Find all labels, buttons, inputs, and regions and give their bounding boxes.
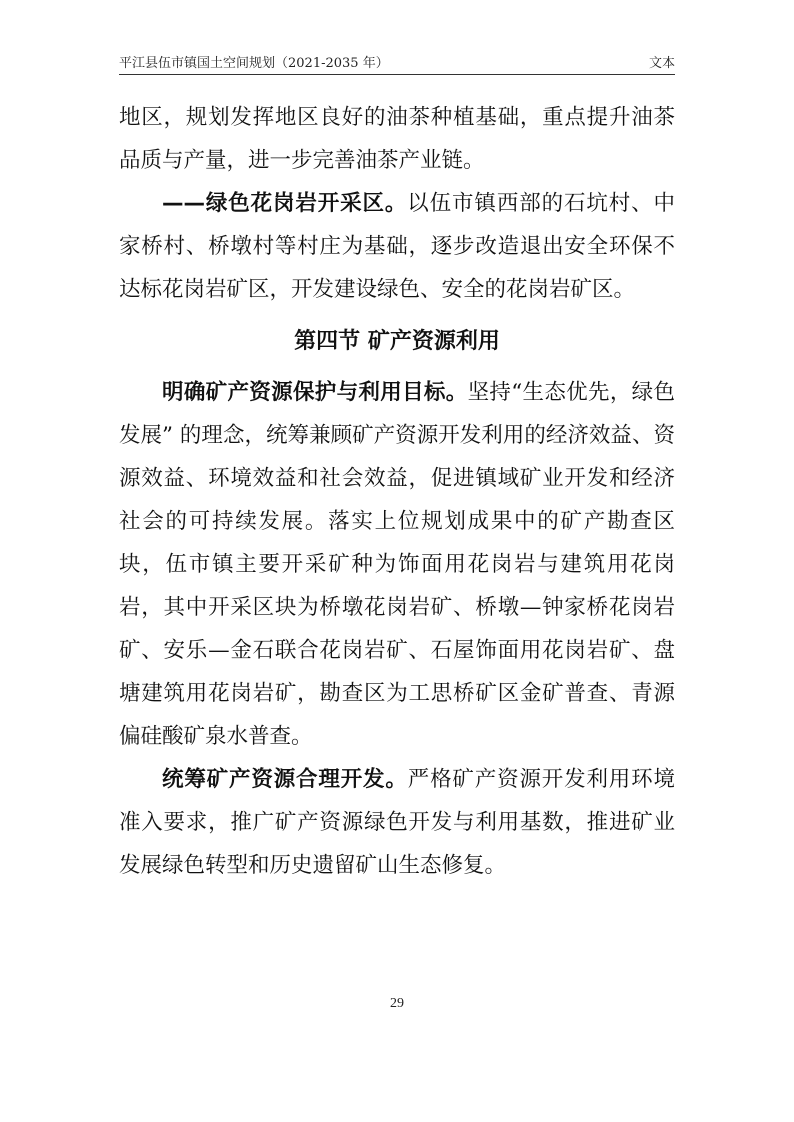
paragraph-heading: ——绿色花岗岩开采区。 (162, 191, 408, 216)
paragraph-rational-development (119, 758, 675, 887)
paragraph-heading: 明确矿产资源保护与利用目标。 (162, 380, 468, 405)
paragraph-granite-zone (119, 182, 675, 311)
page-number: 29 (390, 996, 404, 1011)
header-title: 平江县伍市镇国土空间规划（2021-2035 年） (119, 56, 389, 71)
page-header (119, 52, 675, 72)
section-title: 第四节 矿产资源利用 (294, 329, 500, 354)
paragraph-text: 严格矿产资源开发利用环境准入要求，推广矿产资源绿色开发与利用基数，推进矿业发展绿色转型和历史遗留矿山生态修复。 (119, 767, 675, 878)
paragraph-text: 以伍市镇西部的石坑村、中家桥村、桥墩村等村庄为基础，逐步改造退出安全环保不达标花岗岩矿区，开发建设绿色、安全的花岗岩矿区。 (119, 191, 675, 302)
header-label: 文本 (648, 56, 675, 71)
header-divider (119, 74, 675, 75)
document-body (119, 96, 675, 887)
paragraph-continuation: 地区，规划发挥地区良好的油茶种植基础，重点提升油茶品质与产量，进一步完善油茶产业链。 (119, 105, 675, 173)
paragraph-text: 坚持“生态优先，绿色发展” 的理念，统筹兼顾矿产资源开发利用的经济效益、资源效益、环境效益和社会效益，促进镇域矿业开发和经济社会的可持续发展。落实上位规划成果中的矿产勘查区块，伍市镇主要开采矿种为饰面用花岗岩与建筑用花岗岩，其中开采区块为桥墩花岗岩矿、桥墩—钟家桥花岗岩矿、安乐—金石联合花岗岩矿、石屋饰面用花岗岩矿、盘塘建筑用花岗岩矿，勘查区为工思桥矿区金矿普查、青源偏硅酸矿泉水普查。 (119, 380, 675, 749)
paragraph-heading: 统筹矿产资源合理开发。 (162, 767, 408, 792)
paragraph-protection-goals (119, 371, 675, 758)
